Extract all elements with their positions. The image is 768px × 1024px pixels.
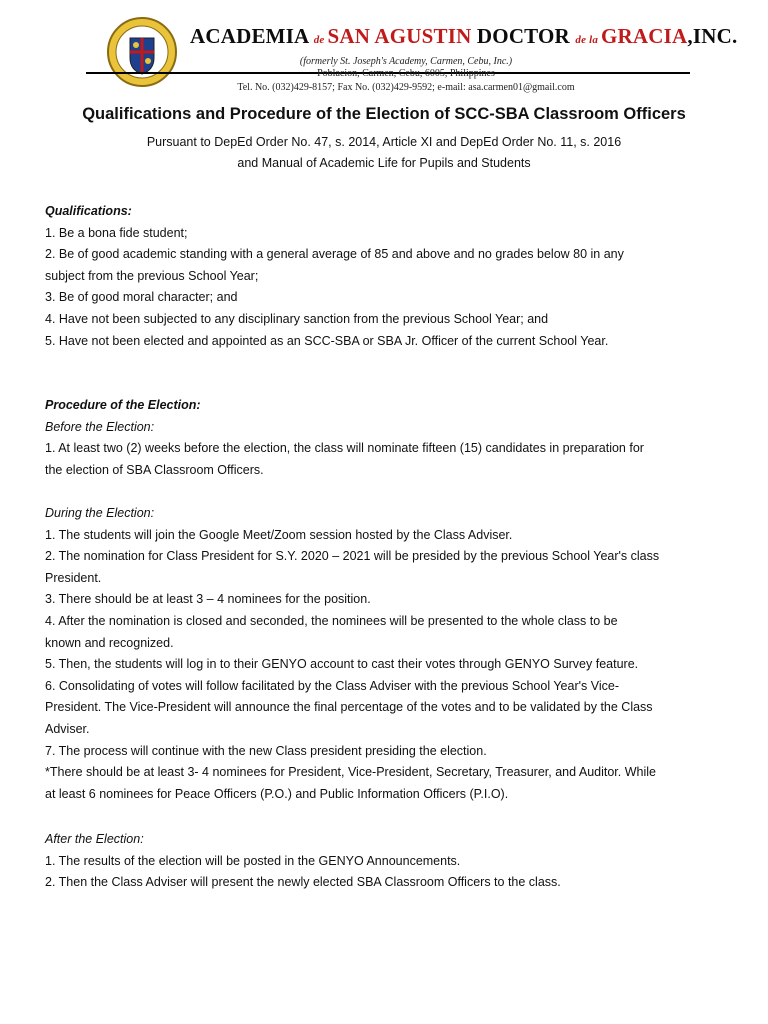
list-item: President. (45, 570, 102, 585)
procedure-section (45, 395, 725, 481)
list-item: at least 6 nominees for Peace Officers (P.O.) and Public Information Officers (P.I.O). (45, 786, 509, 801)
after-election-heading: After the Election: (45, 832, 144, 846)
school-seal-icon (106, 16, 178, 88)
list-item: subject from the previous School Year; (45, 268, 259, 283)
school-address: Poblacion, Carmen, Cebu, 6005, Philippines (317, 68, 495, 79)
procedure-heading: Procedure of the Election: (45, 398, 201, 412)
list-item: 7. The process will continue with the new Class president presiding the election. (45, 743, 487, 758)
list-item: President. The Vice-President will announce the final percentage of the votes and to be validated by the Class (45, 700, 653, 715)
list-item: 1. At least two (2) weeks before the election, the class will nominate fifteen (15) candidates in preparation for (45, 441, 644, 456)
list-item: the election of SBA Classroom Officers. (45, 462, 264, 477)
list-item: 1. Be a bona fide student; (45, 225, 188, 240)
qualifications-section (45, 201, 725, 352)
list-item: known and recognized. (45, 635, 174, 650)
subtitle-line-2: and Manual of Academic Life for Pupils and Students (237, 156, 531, 170)
school-name: ACADEMIA de SAN AGUSTIN DOCTOR de la GRACIA,INC. (190, 24, 738, 48)
list-item: 2. Then the Class Adviser will present the newly elected SBA Classroom Officers to the class. (45, 875, 561, 890)
before-election-heading: Before the Election: (45, 419, 155, 434)
subtitle-line-1: Pursuant to DepEd Order No. 47, s. 2014, Article XI and DepEd Order No. 11, s. 2016 (146, 135, 622, 149)
list-item: Adviser. (45, 721, 90, 736)
list-item: 4. Have not been subjected to any disciplinary sanction from the previous School Year; and (45, 311, 549, 326)
list-item: 1. The results of the election will be posted in the GENYO Announcements. (45, 853, 461, 868)
during-election-heading: During the Election: (45, 506, 155, 520)
letterhead (86, 16, 738, 94)
school-contact: Tel. No. (032)429-8157; Fax No. (032)429-9592; e-mail: asa.carmen01@gmail.com (237, 82, 575, 93)
list-item: 3. Be of good moral character; and (45, 290, 238, 305)
list-item: 6. Consolidating of votes will follow facilitated by the Class Adviser with the previous School Year's Vice- (45, 678, 619, 693)
list-item: 2. Be of good academic standing with a general average of 85 and above and no grades below 80 in any (45, 247, 624, 262)
list-item: 2. The nomination for Class President for S.Y. 2020 – 2021 will be presided by the previous School Year's class (45, 549, 660, 564)
document-title: Qualifications and Procedure of the Election of SCC-SBA Classroom Officers (82, 105, 686, 123)
during-election-section (45, 503, 725, 805)
list-item: 5. Have not been elected and appointed as an SCC-SBA or SBA Jr. Officer of the current School Year. (45, 333, 609, 348)
list-item: 5. Then, the students will log in to their GENYO account to cast their votes through GENYO Survey feature. (45, 657, 639, 672)
list-item: 4. After the nomination is closed and seconded, the nominees will be presented to the whole class to be (45, 613, 618, 628)
qualifications-heading: Qualifications: (45, 204, 132, 218)
list-item: *There should be at least 3- 4 nominees for President, Vice-President, Secretary, Treasurer, and Auditor. While (45, 765, 656, 780)
list-item: 1. The students will join the Google Meet/Zoom session hosted by the Class Adviser. (45, 527, 513, 542)
after-election-section (45, 829, 725, 894)
former-name: (formerly St. Joseph's Academy, Carmen, Cebu, Inc.) (299, 56, 513, 67)
list-item: 3. There should be at least 3 – 4 nominees for the position. (45, 592, 371, 607)
